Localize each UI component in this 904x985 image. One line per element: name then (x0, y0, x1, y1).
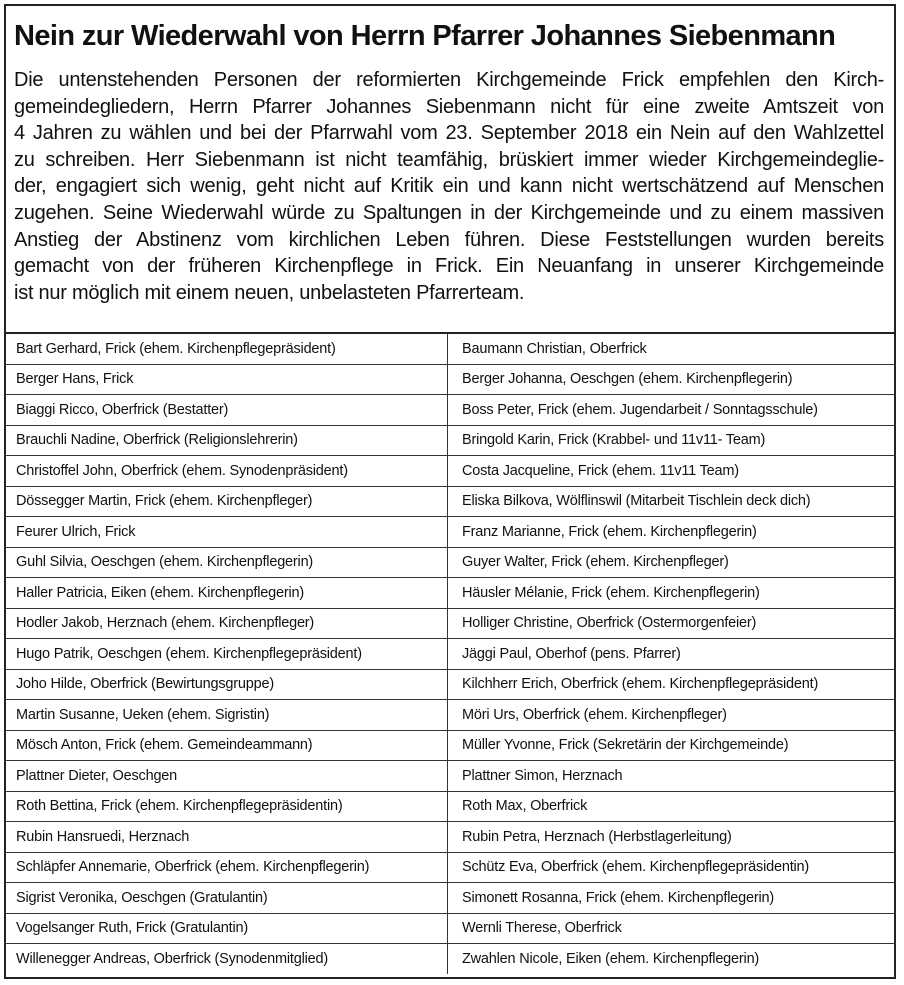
signatory-entry: Joho Hilde, Oberfrick (Bewirtungsgruppe) (4, 669, 448, 700)
signatory-entry: Bart Gerhard, Frick (ehem. Kirchenpflegepräsident) (4, 333, 448, 364)
signatory-entry: Wernli Therese, Oberfrick (448, 913, 897, 944)
body-line: gemeindegliedern, Herrn Pfarrer Johannes Siebenmann nicht für eine zweite Amtszeit von (14, 95, 884, 118)
signatory-entry: Plattner Simon, Herznach (448, 761, 897, 792)
signatory-entry: Simonett Rosanna, Frick (ehem. Kirchenpflegerin) (448, 883, 897, 914)
signatory-entry: Rubin Hansruedi, Herznach (4, 822, 448, 853)
signatory-entry: Guhl Silvia, Oeschgen (ehem. Kirchenpflegerin) (4, 547, 448, 578)
signatory-entry: Berger Hans, Frick (4, 364, 448, 395)
signatory-entry: Martin Susanne, Ueken (ehem. Sigristin) (4, 700, 448, 731)
signatory-row (4, 883, 896, 914)
signatory-entry: Holliger Christine, Oberfrick (Ostermorgenfeier) (448, 608, 897, 639)
signatory-entry: Kilchherr Erich, Oberfrick (ehem. Kirchenpflegepräsident) (448, 669, 897, 700)
body-line: zugehen. Seine Wiederwahl würde zu Spaltungen in der Kirchgemeinde und zu einem massiven (14, 201, 884, 224)
signatory-row (4, 852, 896, 883)
signatory-row (4, 822, 896, 853)
signatory-entry: Guyer Walter, Frick (ehem. Kirchenpfleger) (448, 547, 897, 578)
ad-title: Nein zur Wiederwahl von Herrn Pfarrer Johannes Siebenmann (14, 20, 836, 52)
body-line: Anstieg der Abstinenz vom kirchlichen Leben führen. Diese Feststellungen wurden bereits (14, 228, 884, 251)
signatory-entry: Schläpfer Annemarie, Oberfrick (ehem. Kirchenpflegerin) (4, 852, 448, 883)
signatory-row (4, 425, 896, 456)
signatory-row (4, 761, 896, 792)
signatory-entry: Zwahlen Nicole, Eiken (ehem. Kirchenpflegerin) (448, 944, 897, 974)
signatory-entry: Plattner Dieter, Oeschgen (4, 761, 448, 792)
signatory-row (4, 395, 896, 426)
signatory-row (4, 547, 896, 578)
signatory-row (4, 791, 896, 822)
signatory-row (4, 608, 896, 639)
signatory-entry: Hugo Patrik, Oeschgen (ehem. Kirchenpflegepräsident) (4, 639, 448, 670)
signatory-entry: Feurer Ulrich, Frick (4, 517, 448, 548)
signatory-entry: Christoffel John, Oberfrick (ehem. Synodenpräsident) (4, 456, 448, 487)
signatory-entry: Boss Peter, Frick (ehem. Jugendarbeit / Sonntagsschule) (448, 395, 897, 426)
signatory-entry: Schütz Eva, Oberfrick (ehem. Kirchenpflegepräsidentin) (448, 852, 897, 883)
signatories-table (4, 332, 896, 974)
signatory-row (4, 639, 896, 670)
signatory-entry: Willenegger Andreas, Oberfrick (Synodenmitglied) (4, 944, 448, 974)
signatory-row (4, 730, 896, 761)
signatory-entry: Baumann Christian, Oberfrick (448, 333, 897, 364)
body-line: gemacht von der früheren Kirchenpflege in Frick. Ein Neuanfang in unserer Kirchgemeinde (14, 255, 884, 278)
signatory-entry: Roth Bettina, Frick (ehem. Kirchenpflegepräsidentin) (4, 791, 448, 822)
signatory-row (4, 486, 896, 517)
body-line: zu schreiben. Herr Siebenmann ist nicht teamfähig, brüskiert immer wieder Kirchgemeindeglie- (14, 148, 884, 171)
signatory-row (4, 456, 896, 487)
signatory-row (4, 944, 896, 974)
body-line: ist nur möglich mit einem neuen, unbelasteten Pfarrerteam. (14, 281, 525, 304)
signatory-entry: Costa Jacqueline, Frick (ehem. 11v11 Team) (448, 456, 897, 487)
signatory-row (4, 913, 896, 944)
signatory-entry: Haller Patricia, Eiken (ehem. Kirchenpflegerin) (4, 578, 448, 609)
signatory-row (4, 364, 896, 395)
signatory-entry: Roth Max, Oberfrick (448, 791, 897, 822)
signatory-entry: Franz Marianne, Frick (ehem. Kirchenpflegerin) (448, 517, 897, 548)
signatory-row (4, 700, 896, 731)
signatory-entry: Brauchli Nadine, Oberfrick (Religionslehrerin) (4, 425, 448, 456)
signatory-entry: Bringold Karin, Frick (Krabbel- und 11v11- Team) (448, 425, 897, 456)
signatory-entry: Rubin Petra, Herznach (Herbstlagerleitung) (448, 822, 897, 853)
ad-body-text (14, 67, 884, 306)
signatory-row (4, 669, 896, 700)
signatory-row (4, 517, 896, 548)
signatory-row (4, 578, 896, 609)
signatory-entry: Dössegger Martin, Frick (ehem. Kirchenpfleger) (4, 486, 448, 517)
signatory-entry: Möri Urs, Oberfrick (ehem. Kirchenpfleger) (448, 700, 897, 731)
body-line: der, engagiert sich wenig, geht nicht auf Kritik ein und kann nicht wertschätzend auf Menschen (14, 175, 884, 198)
signatory-entry: Müller Yvonne, Frick (Sekretärin der Kirchgemeinde) (448, 730, 897, 761)
signatory-entry: Eliska Bilkova, Wölflinswil (Mitarbeit Tischlein deck dich) (448, 486, 897, 517)
signatory-row (4, 333, 896, 364)
signatory-entry: Sigrist Veronika, Oeschgen (Gratulantin) (4, 883, 448, 914)
signatory-entry: Mösch Anton, Frick (ehem. Gemeindeammann) (4, 730, 448, 761)
body-line: 4 Jahren zu wählen und bei der Pfarrwahl vom 23. September 2018 ein Nein auf den Wahlzettel (14, 122, 884, 145)
signatory-entry: Vogelsanger Ruth, Frick (Gratulantin) (4, 913, 448, 944)
body-line: Die untenstehenden Personen der reformierten Kirchgemeinde Frick empfehlen den Kirch- (14, 69, 884, 91)
signatory-entry: Biaggi Ricco, Oberfrick (Bestatter) (4, 395, 448, 426)
signatory-entry: Häusler Mélanie, Frick (ehem. Kirchenpflegerin) (448, 578, 897, 609)
signatory-entry: Hodler Jakob, Herznach (ehem. Kirchenpfleger) (4, 608, 448, 639)
signatory-entry: Jäggi Paul, Oberhof (pens. Pfarrer) (448, 639, 897, 670)
signatory-entry: Berger Johanna, Oeschgen (ehem. Kirchenpflegerin) (448, 364, 897, 395)
